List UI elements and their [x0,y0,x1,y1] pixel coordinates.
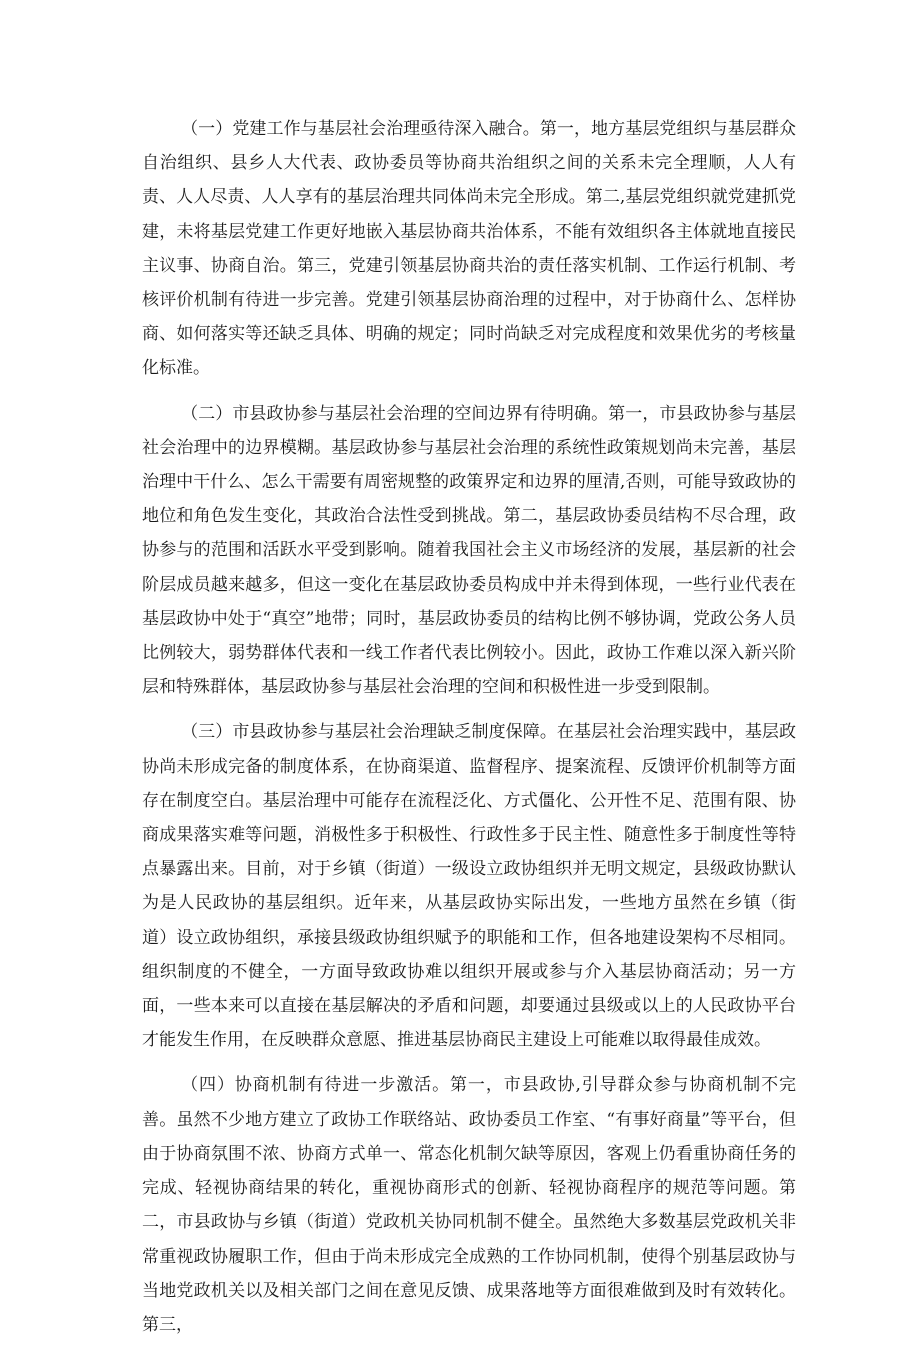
paragraph-4: （四）协商机制有待进一步激活。第一，市县政协,引导群众参与协商机制不完善。虽然不少地方建立了政协工作联络站、政协委员工作室、“有事好商量”等平台，但由于协商氛围不浓、协商方式单一、常态化机制欠缺等原因，客观上仍看重协商任务的完成、轻视协商结果的转化，重视协商形式的创新、轻视协商程序的规范等问题。第二，市县政协与乡镇（街道）党政机关协同机制不健全。虽然绝大多数基层党政机关非常重视政协履职工作，但由于尚未形成完全成熟的工作协同机制，使得个别基层政协与当地党政机关以及相关部门之间在意见反馈、成果落地等方面很难做到及时有效转化。第三， [142,1075,796,1335]
paragraph-1: （一）党建工作与基层社会治理亟待深入融合。第一，地方基层党组织与基层群众自治组织、县乡人大代表、政协委员等协商共治组织之间的关系未完全理顺，人人有责、人人尽责、人人享有的基层治理共同体尚未完全形成。第二,基层党组织就党建抓党建，未将基层党建工作更好地嵌入基层协商共治体系，不能有效组织各主体就地直接民主议事、协商自治。第三，党建引领基层协商共治的责任落实机制、工作运行机制、考核评价机制有待进一步完善。党建引领基层协商治理的过程中，对于协商什么、怎样协商、如何落实等还缺乏具体、明确的规定；同时尚缺乏对完成程度和效果优劣的考核量化标准。 [142,119,796,379]
document-body [142,112,796,1353]
paragraph-3: （三）市县政协参与基层社会治理缺乏制度保障。在基层社会治理实践中，基层政协尚未形成完备的制度体系，在协商渠道、监督程序、提案流程、反馈评价机制等方面存在制度空白。基层治理中可能存在流程泛化、方式僵化、公开性不足、范围有限、协商成果落实难等问题，消极性多于积极性、行政性多于民主性、随意性多于制度性等特点暴露出来。目前，对于乡镇（街道）一级设立政协组织并无明文规定，县级政协默认为是人民政协的基层组织。近年来，从基层政协实际出发，一些地方虽然在乡镇（街道）设立政协组织，承接县级政协组织赋予的职能和工作，但各地建设架构不尽相同。组织制度的不健全，一方面导致政协难以组织开展或参与介入基层协商活动；另一方面，一些本来可以直接在基层解决的矛盾和问题，却要通过县级或以上的人民政协平台才能发生作用，在反映群众意愿、推进基层协商民主建设上可能难以取得最佳成效。 [142,722,796,1051]
paragraph-2: （二）市县政协参与基层社会治理的空间边界有待明确。第一，市县政协参与基层社会治理中的边界模糊。基层政协参与基层社会治理的系统性政策规划尚未完善，基层治理中干什么、怎么干需要有周密规整的政策界定和边界的厘清,否则，可能导致政协的地位和角色发生变化，其政治合法性受到挑战。第二，基层政协委员结构不尽合理，政协参与的范围和活跃水平受到影响。随着我国社会主义市场经济的发展，基层新的社会阶层成员越来越多，但这一变化在基层政协委员构成中并未得到体现，一些行业代表在基层政协中处于“真空”地带；同时，基层政协委员的结构比例不够协调，党政公务人员比例较大，弱势群体代表和一线工作者代表比例较小。因此，政协工作难以深入新兴阶层和特殊群体，基层政协参与基层社会治理的空间和积极性进一步受到限制。 [142,403,796,698]
